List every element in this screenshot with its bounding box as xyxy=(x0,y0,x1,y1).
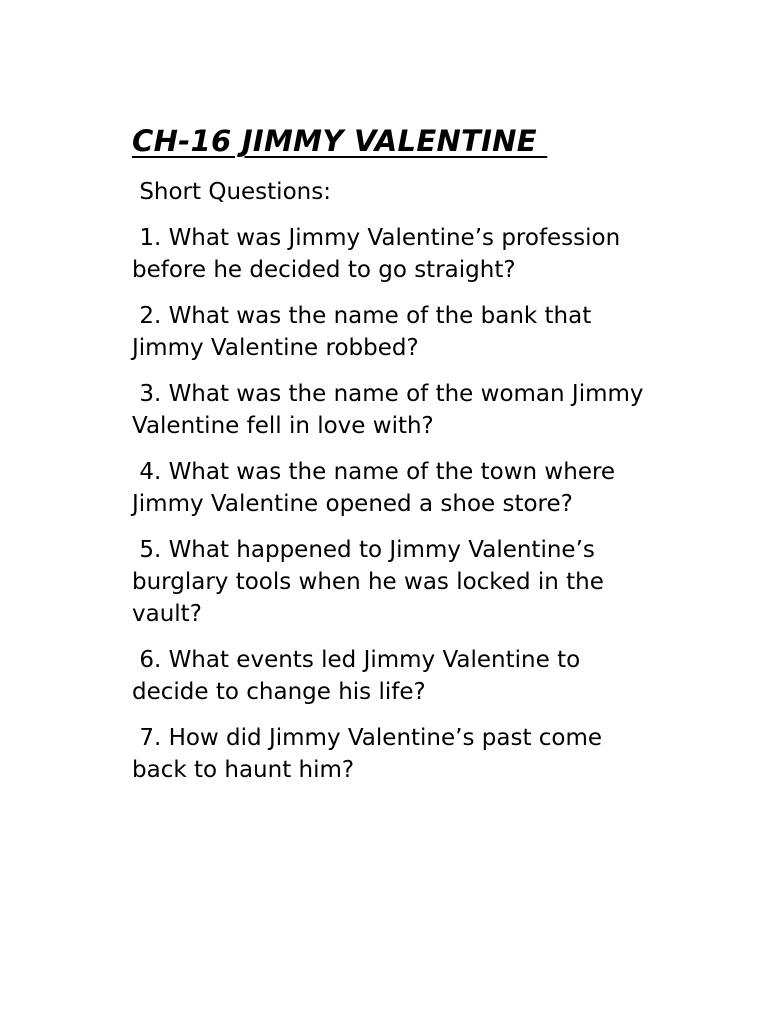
question-item: 5. What happened to Jimmy Valentine’s burglary tools when he was locked in the vault? xyxy=(132,537,612,627)
document-body xyxy=(132,118,652,786)
question-item: 2. What was the name of the bank that Jimmy Valentine robbed? xyxy=(132,303,599,361)
question-item: 4. What was the name of the town where Jimmy Valentine opened a shoe store? xyxy=(132,459,623,517)
question-item: 1. What was Jimmy Valentine’s profession before he decided to go straight? xyxy=(132,225,628,283)
question-item: 7. How did Jimmy Valentine’s past come back to haunt him? xyxy=(132,725,610,783)
question-list xyxy=(132,222,652,786)
question-item: 3. What was the name of the woman Jimmy Valentine fell in love with? xyxy=(132,381,651,439)
page-title: CH-16 JIMMY VALENTINE xyxy=(132,124,548,158)
section-label: Short Questions: xyxy=(132,179,331,205)
question-item: 6. What events led Jimmy Valentine to decide to change his life? xyxy=(132,647,588,705)
